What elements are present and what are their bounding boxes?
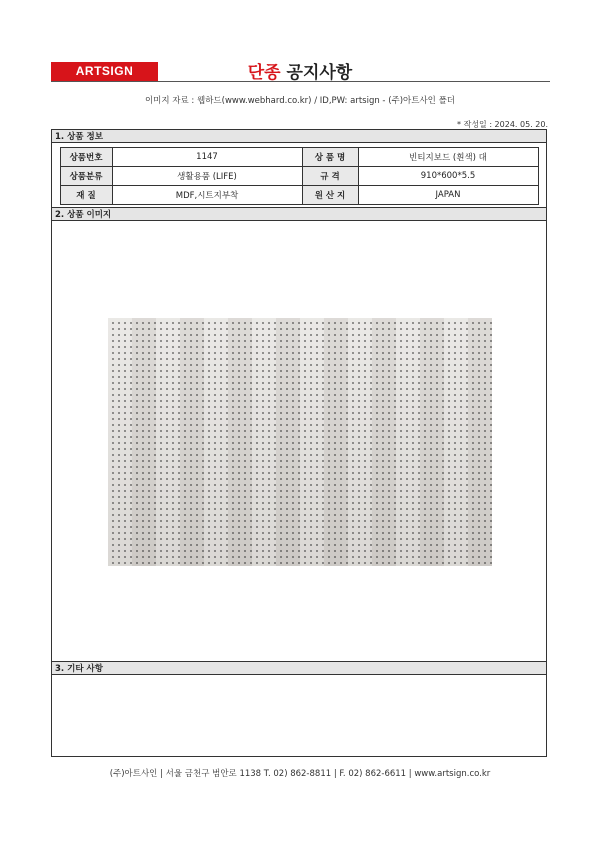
table-row xyxy=(52,167,546,186)
label-category: 상품분류 xyxy=(60,167,112,186)
image-source-info: 이미지 자료 : 웹하드(www.webhard.co.kr) / ID,PW: artsign - (주)아트사인 폴더 xyxy=(144,96,456,106)
section-etc: 3. 기타 사항 xyxy=(52,661,546,675)
section-product-image: 2. 상품 이미지 xyxy=(52,207,546,221)
table-row xyxy=(52,148,546,167)
section-product-info: 1. 상품 정보 xyxy=(52,129,546,143)
label-product-name: 상 품 명 xyxy=(302,148,358,167)
table-gutter xyxy=(538,167,546,186)
table-gutter xyxy=(52,148,60,167)
value-product-name: 빈티지보드 (흰색) 대 xyxy=(358,148,538,167)
title-notice: 공지사항 xyxy=(286,63,353,83)
label-product-number: 상품번호 xyxy=(60,148,112,167)
label-size: 규 격 xyxy=(302,167,358,186)
value-material: MDF,시트지부착 xyxy=(112,186,302,205)
table-gutter xyxy=(52,167,60,186)
page-title xyxy=(0,58,600,83)
table-gutter xyxy=(52,186,60,205)
company-footer: (주)아트사인 | 서울 금천구 범안로 1138 T. 02) 862-8811 | F. 02) 862-6611 | www.artsign.co.kr xyxy=(109,769,491,779)
value-size: 910*600*5.5 xyxy=(358,167,538,186)
title-discontinued: 단종 xyxy=(247,63,281,83)
product-image-vintage-board xyxy=(108,318,492,566)
artsign-logo: ARTSIGN xyxy=(51,62,158,81)
label-material: 재 질 xyxy=(60,186,112,205)
table-row xyxy=(52,186,546,205)
table-gutter xyxy=(538,148,546,167)
value-category: 생활용품 (LIFE) xyxy=(112,167,302,186)
written-date: * 작성일 : 2024. 05. 20. xyxy=(457,120,548,129)
table-gutter xyxy=(538,186,546,205)
label-origin: 원 산 지 xyxy=(302,186,358,205)
value-product-number: 1147 xyxy=(112,148,302,167)
product-info-table xyxy=(52,147,546,205)
value-origin: JAPAN xyxy=(358,186,538,205)
